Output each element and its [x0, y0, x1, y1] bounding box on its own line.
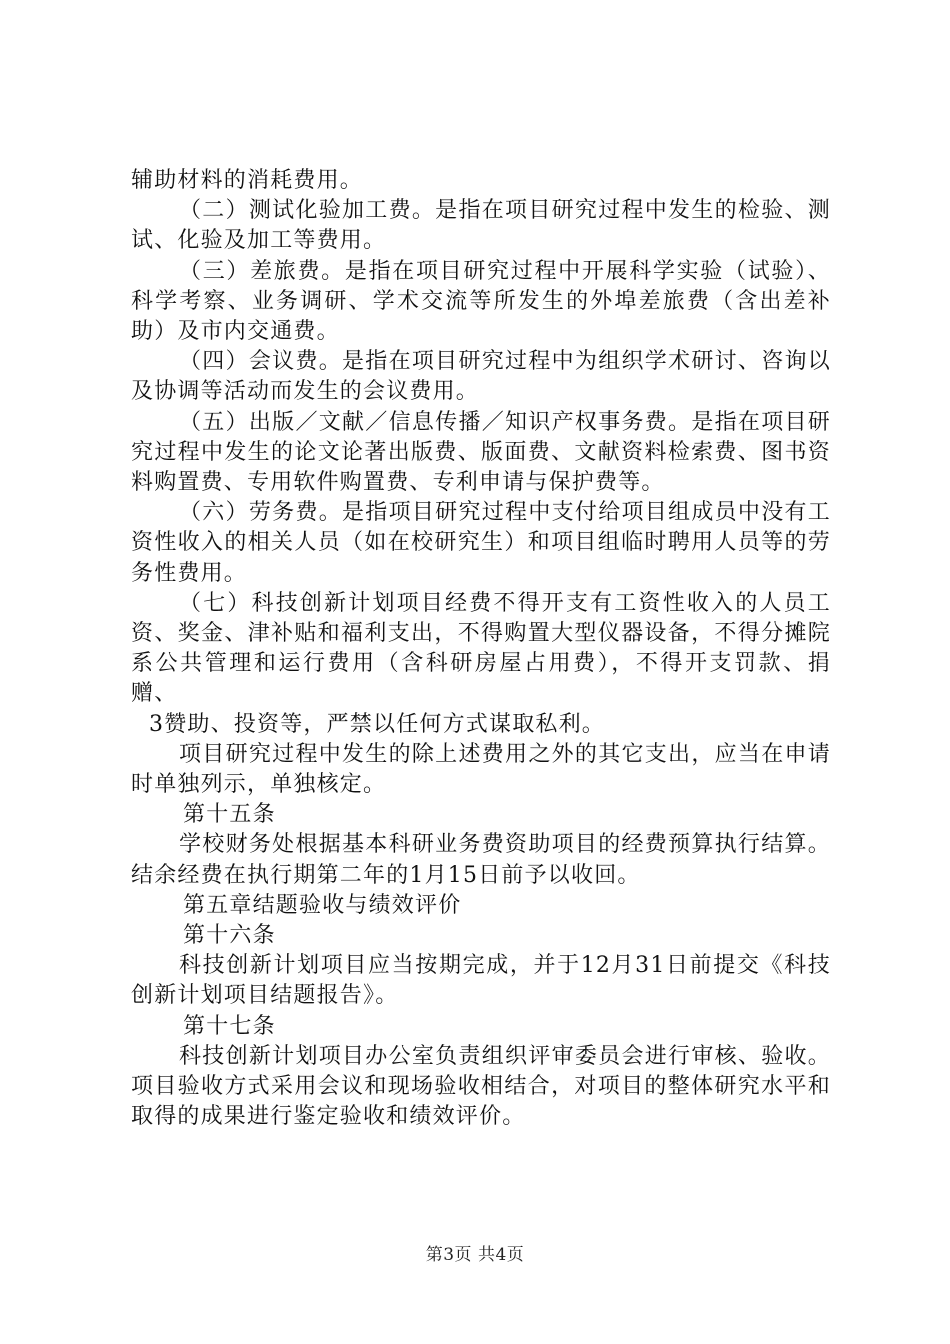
chapter-5-heading: 第五章结题验收与绩效评价 — [183, 892, 462, 918]
paragraph-article-17: 科技创新计划项目办公室负责组织评审委员会进行审核、验收。项目验收方式采用会议和现场验收相结合，对项目的整体研究水平和取得的成果进行鉴定验收和绩效评价。 — [131, 1043, 831, 1130]
article-17-heading: 第十七条 — [183, 1013, 276, 1039]
article-16-heading: 第十六条 — [183, 923, 276, 949]
paragraph-meeting-fees: （四）会议费。是指在项目研究过程中为组织学术研讨、咨询以及协调等活动而发生的会议费用。 — [131, 349, 831, 405]
paragraph-restrictions: （七）科技创新计划项目经费不得开支有工资性收入的人员工资、奖金、津补贴和福利支出，不得购置大型仪器设备，不得分摊院系公共管理和运行费用（含科研房屋占用费），不得开支罚款、捐赠、 — [131, 590, 831, 707]
paragraph-restrictions-cont: 3赞助、投资等，严禁以任何方式谋取私利。 — [149, 711, 605, 737]
paragraph-labor-fees: （六）劳务费。是指项目研究过程中支付给项目组成员中没有工资性收入的相关人员（如在校研究生）和项目组临时聘用人员等的劳务性费用。 — [131, 500, 831, 586]
paragraph-other-expenses: 项目研究过程中发生的除上述费用之外的其它支出，应当在申请时单独列示，单独核定。 — [131, 741, 831, 798]
paragraph-article-16: 科技创新计划项目应当按期完成，并于12月31日前提交《科技创新计划项目结题报告》。 — [131, 953, 831, 1009]
page-number-label: 第3页 共4页 — [425, 1245, 525, 1265]
paragraph-testing-fees: （二）测试化验加工费。是指在项目研究过程中发生的检验、测试、化验及加工等费用。 — [131, 198, 831, 254]
page-footer — [0, 1240, 950, 1265]
document-body — [131, 166, 831, 1133]
paragraph-publication-fees: （五）出版／文献／信息传播／知识产权事务费。是指在项目研究过程中发生的论文论著出版费、版面费、文献资料检索费、图书资料购置费、专用软件购置费、专利申请与保护费等。 — [131, 409, 831, 496]
article-15-heading: 第十五条 — [183, 802, 276, 828]
paragraph-continuation: 辅助材料的消耗费用。 — [131, 168, 364, 193]
paragraph-article-15: 学校财务处根据基本科研业务费资助项目的经费预算执行结算。结余经费在执行期第二年的1月15日前予以收回。 — [131, 832, 831, 888]
paragraph-travel-fees: （三）差旅费。是指在项目研究过程中开展科学实验（试验）、科学考察、业务调研、学术交流等所发生的外埠差旅费（含出差补助）及市内交通费。 — [131, 258, 831, 345]
